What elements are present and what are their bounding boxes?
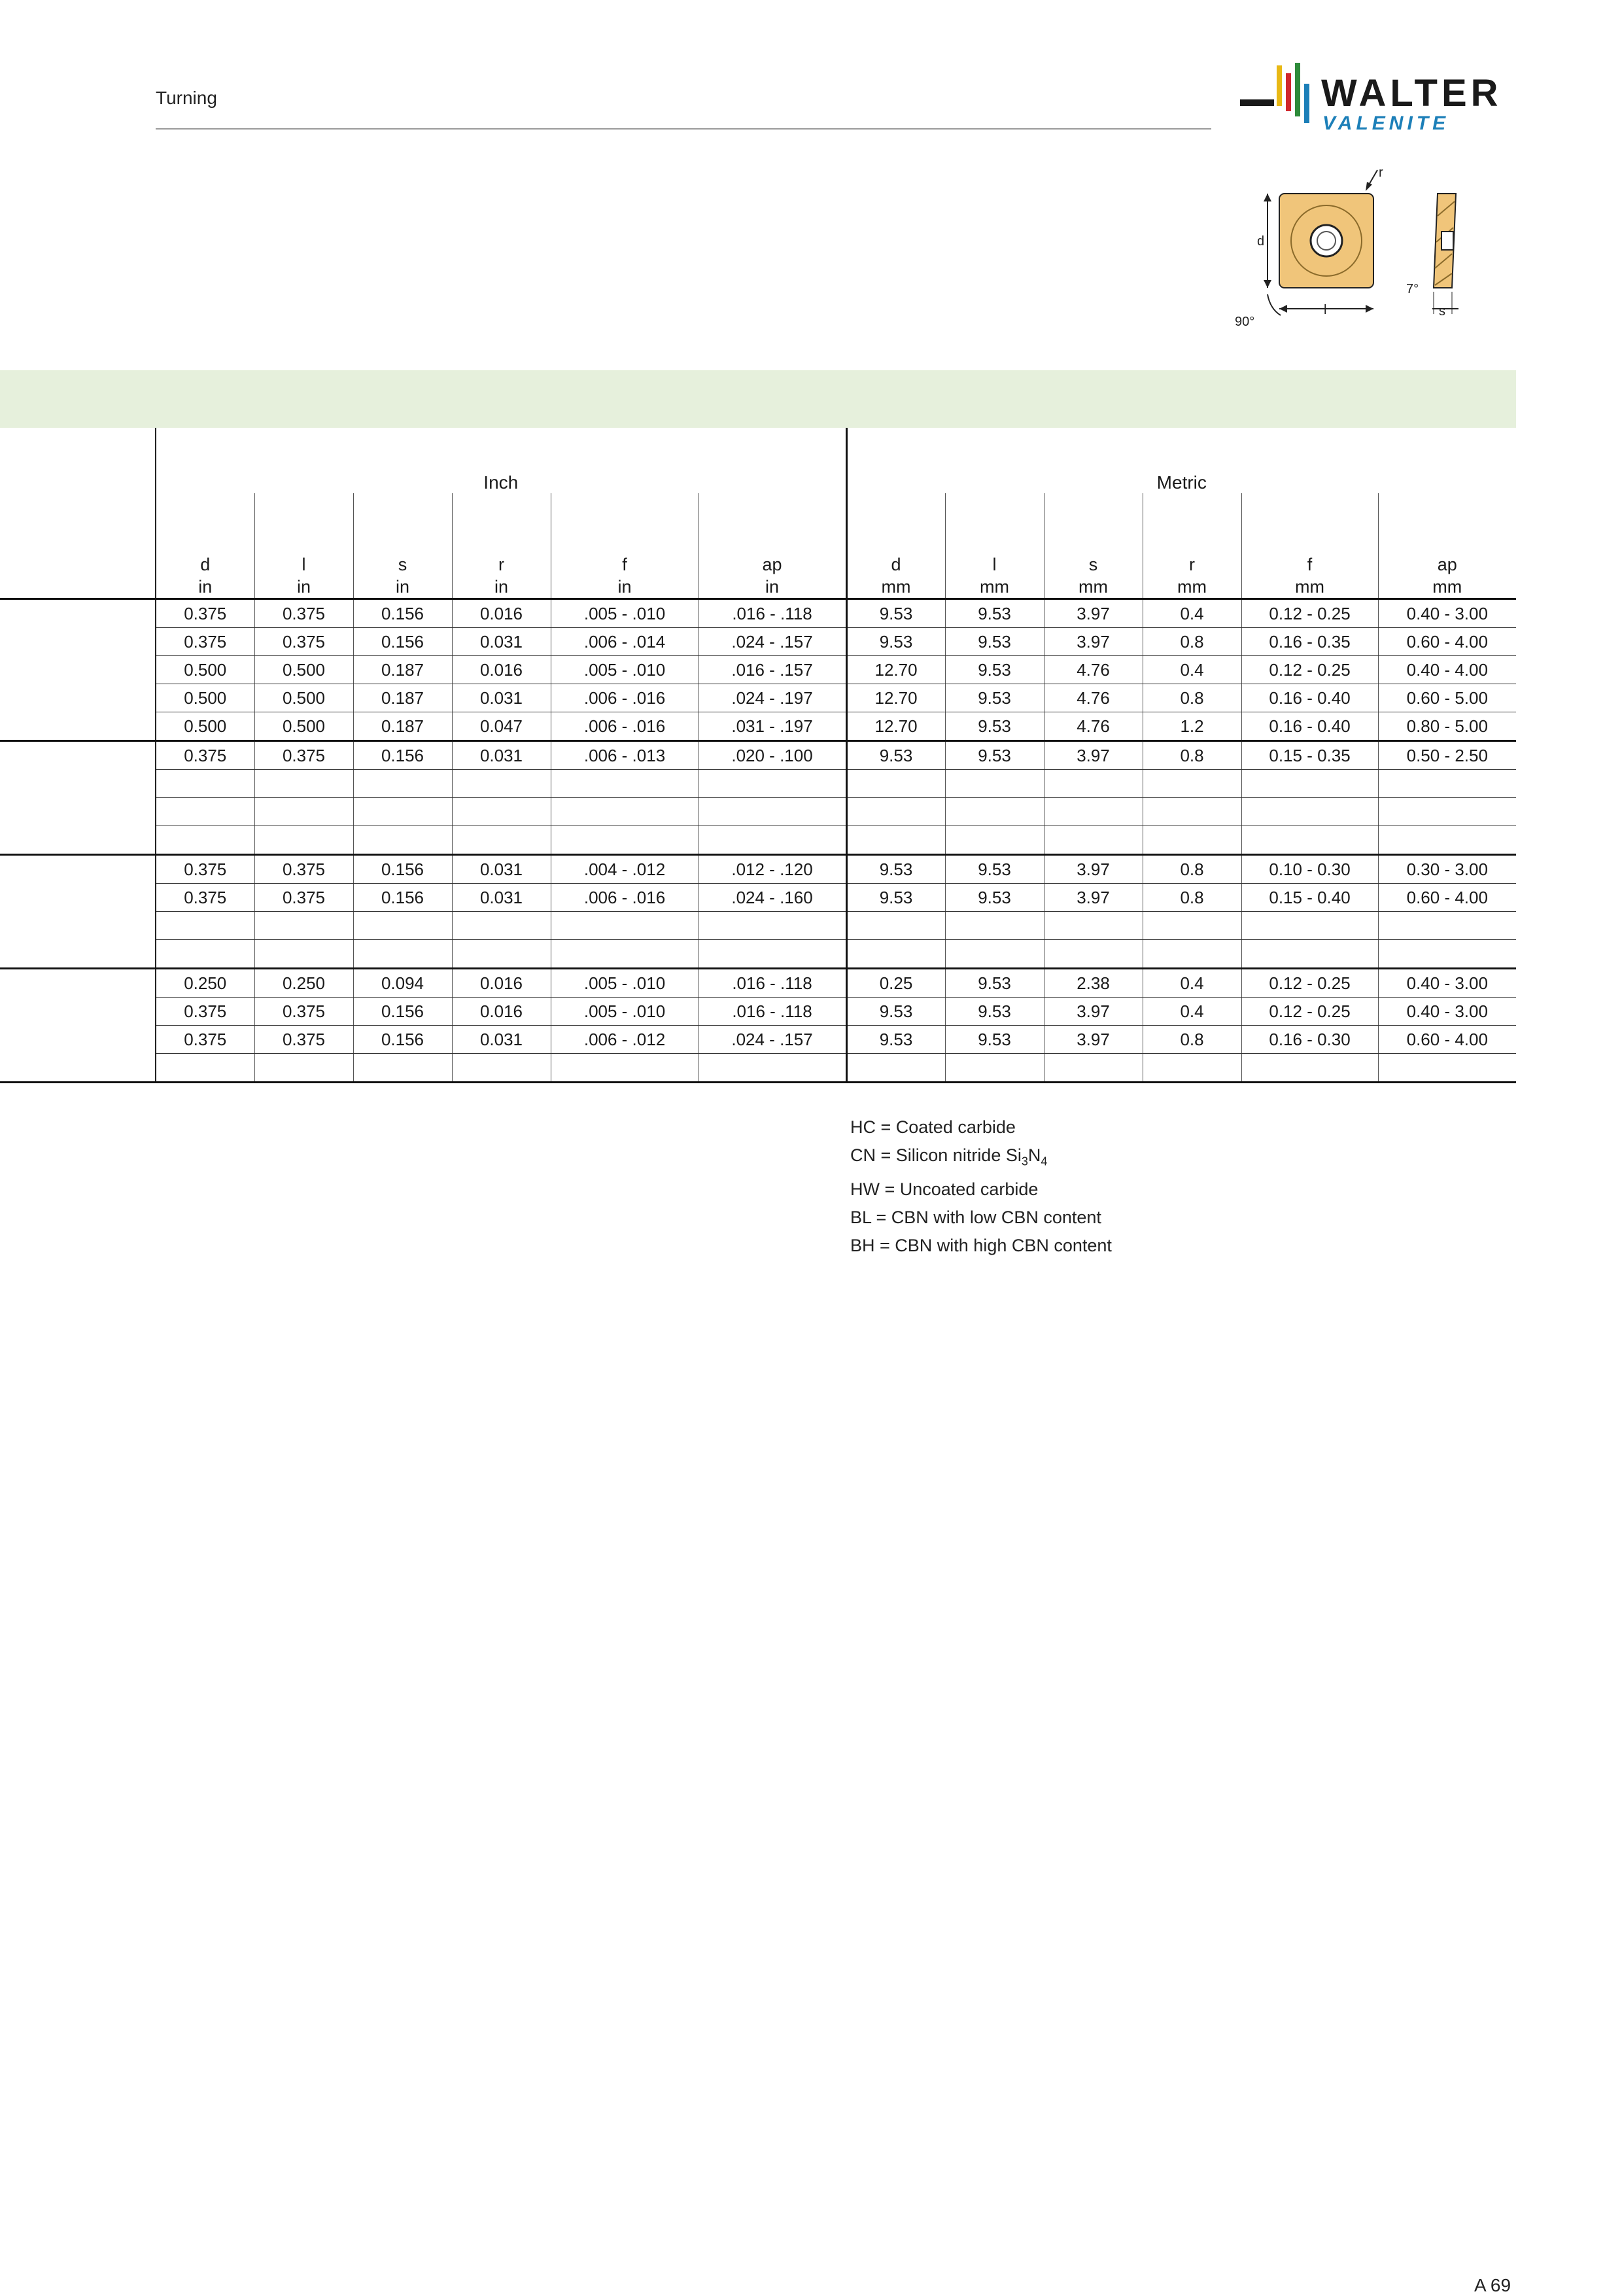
table-cell: 0.8 <box>1143 741 1241 770</box>
table-cell <box>1378 912 1516 940</box>
row-lead-cell <box>0 1054 156 1083</box>
table-cell <box>353 826 452 855</box>
table-cell: 0.375 <box>254 741 353 770</box>
table-cell: .024 - .157 <box>699 1026 846 1054</box>
table-cell: 9.53 <box>945 884 1044 912</box>
table-cell <box>945 940 1044 969</box>
table-cell <box>156 826 254 855</box>
table-cell: 0.016 <box>452 998 551 1026</box>
table-cell: 0.16 - 0.35 <box>1241 628 1378 656</box>
table-cell: .006 - .016 <box>551 712 699 741</box>
table-cell <box>945 1054 1044 1083</box>
table-cell <box>1378 798 1516 826</box>
table-cell <box>846 798 945 826</box>
table-cell: 0.375 <box>254 599 353 628</box>
logo-valenite-text: VALENITE <box>1322 113 1450 134</box>
table-cell <box>846 912 945 940</box>
table-cell: 1.2 <box>1143 712 1241 741</box>
table-cell: 0.156 <box>353 998 452 1026</box>
table-cell: 3.97 <box>1044 998 1143 1026</box>
table-row <box>0 969 1516 998</box>
table-row <box>0 826 1516 855</box>
column-header-d-in: d in <box>156 493 254 599</box>
row-lead-cell <box>0 741 156 770</box>
table-cell: 0.60 - 4.00 <box>1378 628 1516 656</box>
column-header-f-in: f in <box>551 493 699 599</box>
table-cell: 0.60 - 4.00 <box>1378 884 1516 912</box>
table-cell: .024 - .157 <box>699 628 846 656</box>
column-header-s-in: s in <box>353 493 452 599</box>
row-lead-cell <box>0 826 156 855</box>
table-cell: 0.80 - 5.00 <box>1378 712 1516 741</box>
table-cell: .024 - .197 <box>699 684 846 712</box>
row-lead-cell <box>0 798 156 826</box>
table-cell: 0.500 <box>254 684 353 712</box>
table-row <box>0 684 1516 712</box>
table-row <box>0 998 1516 1026</box>
table-cell: 9.53 <box>945 712 1044 741</box>
table-cell: 9.53 <box>945 1026 1044 1054</box>
table-cell <box>846 826 945 855</box>
table-cell: 0.375 <box>254 1026 353 1054</box>
table-cell: 0.031 <box>452 1026 551 1054</box>
table-cell: 9.53 <box>846 884 945 912</box>
table-cell: 0.375 <box>254 998 353 1026</box>
row-lead-cell <box>0 912 156 940</box>
table-cell <box>254 1054 353 1083</box>
table-cell: 0.187 <box>353 656 452 684</box>
table-cell: 0.60 - 5.00 <box>1378 684 1516 712</box>
section-band <box>0 370 1516 428</box>
table-cell: 0.031 <box>452 884 551 912</box>
table-row <box>0 656 1516 684</box>
table-row <box>0 741 1516 770</box>
table-cell <box>1378 826 1516 855</box>
legend-bl: BL = CBN with low CBN content <box>850 1208 1101 1228</box>
table-cell: 0.15 - 0.35 <box>1241 741 1378 770</box>
table-cell: 0.094 <box>353 969 452 998</box>
table-cell <box>699 912 846 940</box>
table-cell <box>156 770 254 798</box>
table-cell: 9.53 <box>945 969 1044 998</box>
table-cell: 0.4 <box>1143 599 1241 628</box>
table-cell: 0.375 <box>156 741 254 770</box>
legend-hw: HW = Uncoated carbide <box>850 1179 1039 1200</box>
table-cell: 9.53 <box>945 998 1044 1026</box>
table-cell: .020 - .100 <box>699 741 846 770</box>
table-cell <box>551 798 699 826</box>
table-cell: 0.500 <box>254 656 353 684</box>
table-cell: 0.156 <box>353 884 452 912</box>
table-cell: 0.25 <box>846 969 945 998</box>
table-cell: .006 - .012 <box>551 1026 699 1054</box>
table-cell: 0.375 <box>156 998 254 1026</box>
table-cell: 3.97 <box>1044 599 1143 628</box>
table-cell: .024 - .160 <box>699 884 846 912</box>
table-cell <box>1378 770 1516 798</box>
row-lead-cell <box>0 855 156 884</box>
table-cell: 0.8 <box>1143 628 1241 656</box>
table-cell: 0.40 - 3.00 <box>1378 599 1516 628</box>
table-row <box>0 940 1516 969</box>
table-cell: 0.50 - 2.50 <box>1378 741 1516 770</box>
table-row <box>0 712 1516 741</box>
table-cell: 0.375 <box>156 855 254 884</box>
table-cell <box>156 940 254 969</box>
table-cell <box>1143 798 1241 826</box>
table-cell: 0.500 <box>156 684 254 712</box>
table-cell: .012 - .120 <box>699 855 846 884</box>
table-cell: 0.8 <box>1143 684 1241 712</box>
table-cell: 0.40 - 4.00 <box>1378 656 1516 684</box>
row-lead-cell <box>0 684 156 712</box>
table-cell <box>551 770 699 798</box>
table-cell: 0.4 <box>1143 998 1241 1026</box>
table-cell: 0.16 - 0.40 <box>1241 712 1378 741</box>
logo-bars-icon <box>1240 60 1321 132</box>
table-cell: 0.8 <box>1143 1026 1241 1054</box>
row-lead-cell <box>0 628 156 656</box>
table-cell <box>254 940 353 969</box>
table-row <box>0 1026 1516 1054</box>
table-cell <box>945 798 1044 826</box>
table-cell <box>353 940 452 969</box>
table-cell <box>1241 798 1378 826</box>
row-lead-cell <box>0 770 156 798</box>
table-cell: 0.375 <box>254 884 353 912</box>
table-cell: 0.031 <box>452 628 551 656</box>
table-cell <box>945 826 1044 855</box>
table-cell: 0.500 <box>156 712 254 741</box>
header-divider <box>156 128 1211 130</box>
table-cell: 3.97 <box>1044 884 1143 912</box>
table-cell <box>1044 826 1143 855</box>
column-header-ap-in: ap in <box>699 493 846 599</box>
table-cell: 0.250 <box>156 969 254 998</box>
section-title: Turning <box>156 88 217 108</box>
table-cell: 0.031 <box>452 855 551 884</box>
table-cell: 0.12 - 0.25 <box>1241 656 1378 684</box>
table-cell: 9.53 <box>945 741 1044 770</box>
table-cell: 0.187 <box>353 712 452 741</box>
table-row <box>0 855 1516 884</box>
table-cell: 0.40 - 3.00 <box>1378 969 1516 998</box>
diagram-label-l: l <box>1324 303 1327 317</box>
diagram-label-90: 90° <box>1235 315 1255 329</box>
table-cell: 0.8 <box>1143 855 1241 884</box>
table-cell: 0.12 - 0.25 <box>1241 998 1378 1026</box>
diagram-label-7: 7° <box>1406 282 1419 296</box>
table-row <box>0 1054 1516 1083</box>
table-cell <box>452 912 551 940</box>
table-cell: 9.53 <box>846 1026 945 1054</box>
insert-diagram <box>1230 164 1491 334</box>
table-cell <box>1044 912 1143 940</box>
table-cell <box>1044 1054 1143 1083</box>
table-cell <box>452 826 551 855</box>
diagram-label-s: s <box>1439 304 1445 319</box>
table-cell: .006 - .016 <box>551 684 699 712</box>
table-cell <box>1241 940 1378 969</box>
table-cell: 9.53 <box>945 656 1044 684</box>
specification-table-wrap <box>0 428 1516 1083</box>
table-cell: 0.4 <box>1143 656 1241 684</box>
group-header-metric: Metric <box>846 428 1516 493</box>
table-cell: 0.156 <box>353 628 452 656</box>
table-cell: .005 - .010 <box>551 969 699 998</box>
table-cell <box>551 1054 699 1083</box>
table-cell: 12.70 <box>846 656 945 684</box>
table-cell: 0.156 <box>353 599 452 628</box>
table-cell <box>551 912 699 940</box>
table-cell: 0.156 <box>353 855 452 884</box>
table-cell <box>1241 912 1378 940</box>
table-cell: 0.156 <box>353 741 452 770</box>
table-cell <box>353 798 452 826</box>
table-cell: 12.70 <box>846 712 945 741</box>
table-cell: .016 - .157 <box>699 656 846 684</box>
row-lead-cell <box>0 969 156 998</box>
row-lead-cell <box>0 656 156 684</box>
table-cell <box>846 1054 945 1083</box>
table-cell: 0.40 - 3.00 <box>1378 998 1516 1026</box>
table-cell <box>551 826 699 855</box>
table-cell <box>1143 770 1241 798</box>
table-cell: 3.97 <box>1044 628 1143 656</box>
table-cell <box>452 940 551 969</box>
table-cell <box>254 826 353 855</box>
table-cell: 0.15 - 0.40 <box>1241 884 1378 912</box>
table-cell: 2.38 <box>1044 969 1143 998</box>
row-lead-cell <box>0 712 156 741</box>
table-cell: 9.53 <box>846 998 945 1026</box>
diagram-label-r: r <box>1379 165 1383 180</box>
column-header-f-mm: f mm <box>1241 493 1378 599</box>
table-cell: 0.375 <box>254 628 353 656</box>
table-cell: 0.10 - 0.30 <box>1241 855 1378 884</box>
table-cell: .006 - .016 <box>551 884 699 912</box>
table-cell <box>156 798 254 826</box>
table-cell: 12.70 <box>846 684 945 712</box>
table-cell: 0.016 <box>452 599 551 628</box>
table-cell <box>1143 1054 1241 1083</box>
table-cell <box>452 798 551 826</box>
table-cell: .016 - .118 <box>699 599 846 628</box>
logo-walter-text: WALTER <box>1321 72 1502 114</box>
table-cell <box>1378 1054 1516 1083</box>
table-row <box>0 884 1516 912</box>
table-cell: 9.53 <box>945 855 1044 884</box>
column-header-l-mm: l mm <box>945 493 1044 599</box>
table-cell: .016 - .118 <box>699 998 846 1026</box>
row-lead-cell <box>0 884 156 912</box>
table-cell <box>353 912 452 940</box>
table-cell: 9.53 <box>945 599 1044 628</box>
legend-cn: CN = Silicon nitride $Si_3N_4$ <box>850 1145 1048 1168</box>
table-cell: 0.16 - 0.30 <box>1241 1026 1378 1054</box>
table-row <box>0 628 1516 656</box>
table-cell: .004 - .012 <box>551 855 699 884</box>
table-cell <box>846 940 945 969</box>
table-cell <box>156 912 254 940</box>
table-cell: 0.156 <box>353 1026 452 1054</box>
legend-hc: HC = Coated carbide <box>850 1117 1016 1137</box>
table-cell <box>353 1054 452 1083</box>
table-cell <box>1241 770 1378 798</box>
table-cell <box>254 912 353 940</box>
table-cell: 4.76 <box>1044 656 1143 684</box>
table-cell: 0.187 <box>353 684 452 712</box>
row-lead-cell <box>0 1026 156 1054</box>
table-cell <box>1143 940 1241 969</box>
table-cell: .031 - .197 <box>699 712 846 741</box>
column-header-ap-mm: ap mm <box>1378 493 1516 599</box>
legend <box>850 1113 1112 1260</box>
table-cell: .006 - .013 <box>551 741 699 770</box>
table-cell: 9.53 <box>846 741 945 770</box>
column-header-r-mm: r mm <box>1143 493 1241 599</box>
table-cell <box>452 1054 551 1083</box>
table-cell <box>353 770 452 798</box>
table-cell: 0.500 <box>254 712 353 741</box>
column-header-r-in: r in <box>452 493 551 599</box>
row-lead-cell <box>0 998 156 1026</box>
table-cell <box>254 798 353 826</box>
page-number: A 69 <box>1474 2275 1511 2295</box>
diagram-label-d: d <box>1257 234 1265 249</box>
brand-logo <box>1240 60 1515 139</box>
table-cell <box>1044 798 1143 826</box>
insert-top-view <box>1235 165 1383 329</box>
table-cell: 0.016 <box>452 656 551 684</box>
table-cell <box>699 798 846 826</box>
table-cell: 0.031 <box>452 741 551 770</box>
legend-bh: BH = CBN with high CBN content <box>850 1236 1112 1256</box>
table-cell <box>699 770 846 798</box>
table-cell: 0.16 - 0.40 <box>1241 684 1378 712</box>
group-header-inch: Inch <box>156 428 846 493</box>
table-cell: .005 - .010 <box>551 656 699 684</box>
row-lead-cell <box>0 940 156 969</box>
table-cell <box>846 770 945 798</box>
table-cell: 9.53 <box>945 628 1044 656</box>
table-cell <box>1044 770 1143 798</box>
table-cell: 0.047 <box>452 712 551 741</box>
table-cell <box>254 770 353 798</box>
table-cell: .005 - .010 <box>551 998 699 1026</box>
table-cell <box>699 826 846 855</box>
table-cell: 0.8 <box>1143 884 1241 912</box>
table-cell: 9.53 <box>945 684 1044 712</box>
table-cell: 0.016 <box>452 969 551 998</box>
insert-side-view <box>1406 194 1458 319</box>
table-cell: .005 - .010 <box>551 599 699 628</box>
table-cell <box>1143 912 1241 940</box>
column-header-l-in: l in <box>254 493 353 599</box>
table-cell: 3.97 <box>1044 1026 1143 1054</box>
table-cell <box>1241 1054 1378 1083</box>
table-cell <box>945 912 1044 940</box>
table-cell <box>156 1054 254 1083</box>
table-row <box>0 770 1516 798</box>
table-cell: 0.375 <box>156 884 254 912</box>
table-cell: 0.031 <box>452 684 551 712</box>
table-cell: .006 - .014 <box>551 628 699 656</box>
table-cell: 0.12 - 0.25 <box>1241 599 1378 628</box>
table-cell <box>1378 940 1516 969</box>
table-row <box>0 912 1516 940</box>
table-cell: 0.375 <box>156 628 254 656</box>
table-cell <box>1044 940 1143 969</box>
table-cell: 0.30 - 3.00 <box>1378 855 1516 884</box>
table-cell: .016 - .118 <box>699 969 846 998</box>
table-cell: 3.97 <box>1044 855 1143 884</box>
table-cell: 0.375 <box>156 599 254 628</box>
table-cell: 4.76 <box>1044 712 1143 741</box>
table-cell <box>945 770 1044 798</box>
table-cell <box>452 770 551 798</box>
table-cell: 0.500 <box>156 656 254 684</box>
specification-table <box>0 428 1516 1083</box>
table-cell <box>551 940 699 969</box>
row-lead-cell <box>0 599 156 628</box>
table-cell: 4.76 <box>1044 684 1143 712</box>
table-cell: 0.12 - 0.25 <box>1241 969 1378 998</box>
table-cell: 9.53 <box>846 855 945 884</box>
table-cell: 0.375 <box>254 855 353 884</box>
table-row <box>0 798 1516 826</box>
table-row <box>0 599 1516 628</box>
table-cell: 0.375 <box>156 1026 254 1054</box>
table-cell: 9.53 <box>846 628 945 656</box>
table-cell: 0.4 <box>1143 969 1241 998</box>
table-cell <box>699 940 846 969</box>
table-cell <box>699 1054 846 1083</box>
column-header-s-mm: s mm <box>1044 493 1143 599</box>
table-cell: 3.97 <box>1044 741 1143 770</box>
table-cell: 0.60 - 4.00 <box>1378 1026 1516 1054</box>
table-cell <box>1241 826 1378 855</box>
table-cell <box>1143 826 1241 855</box>
table-cell: 0.250 <box>254 969 353 998</box>
table-cell: 9.53 <box>846 599 945 628</box>
column-header-d-mm: d mm <box>846 493 945 599</box>
